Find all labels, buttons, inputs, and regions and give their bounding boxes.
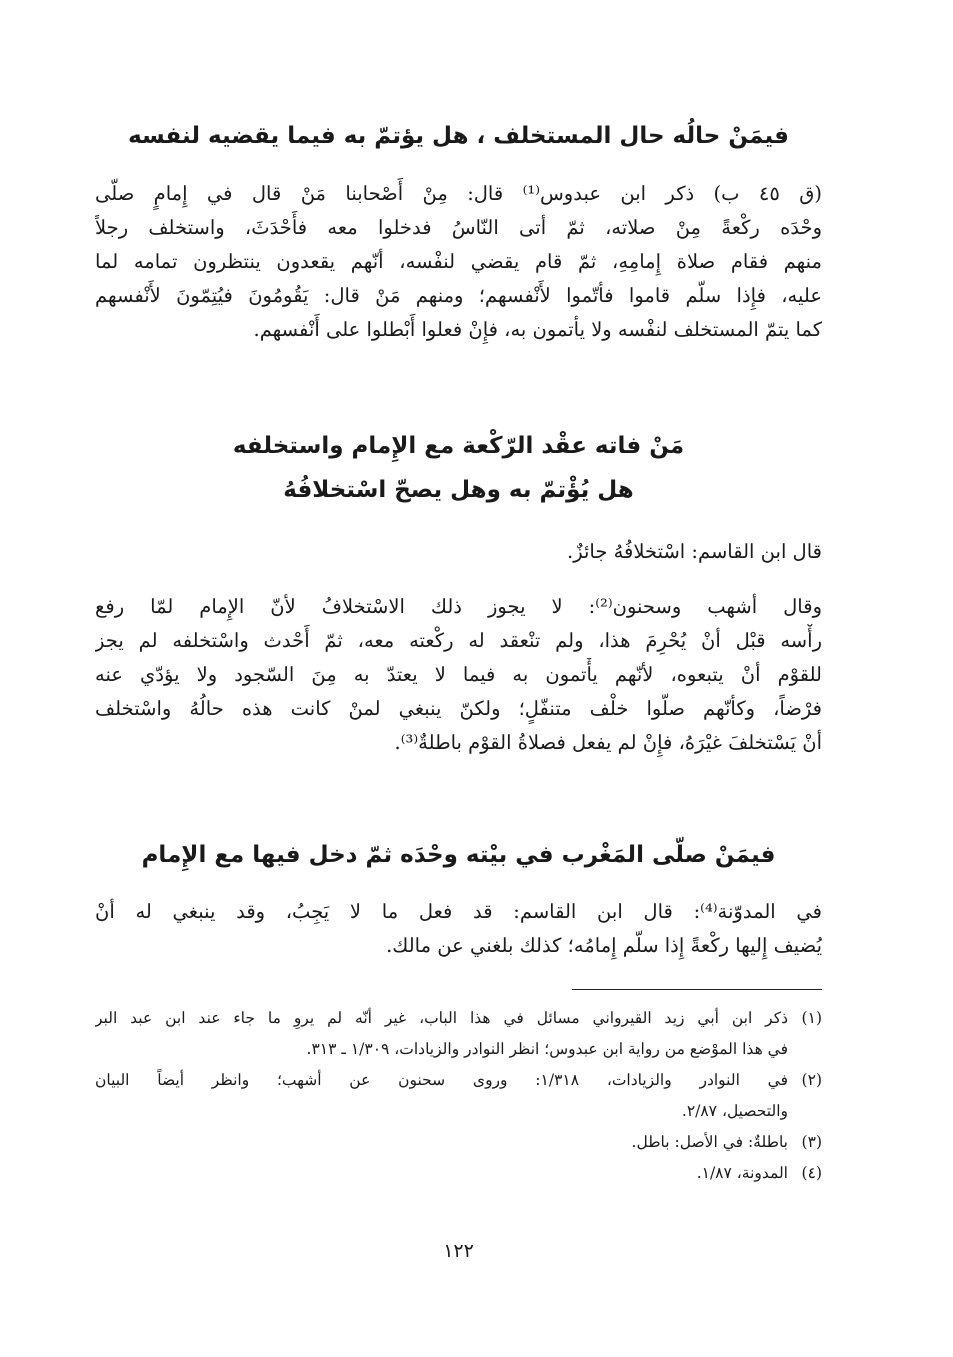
text-line: (ق ٤٥ ب) ذكر ابن عبدوس⁽¹⁾ قال: مِنْ أَصْحابنا مَنْ قال في إِمامٍ صلّى	[95, 182, 822, 205]
section-subheading-missed-rakah: هل يُؤْتمّ به وهل يصحّ اسْتخلافُهُ	[283, 477, 634, 503]
footnote-number: (٣)	[801, 1133, 822, 1151]
text-line: رأْسه قبْل أنْ يُحْرِمَ هذا، ولم تنْعقد له ركْعته معه، ثمّ أَحْدث واسْتخلفه لم يجز	[95, 629, 822, 652]
footnote-2	[95, 1065, 822, 1127]
section-heading-maghrib: فيمَنْ صلّى المَغْرب في بيْته وحْدَه ثمّ دخل فيها مع الإِمام	[141, 842, 776, 868]
footnote-4	[95, 1158, 822, 1189]
footnote-line: والتحصيل، ٢/٨٧.	[681, 1102, 788, 1120]
footnote-line: المدونة، ١/٨٧.	[696, 1164, 788, 1182]
text-line: قال ابن القاسم: اسْتخلافُهُ جائزٌ.	[567, 540, 822, 563]
text-line: منهم فقام صلاة إِمامِهِ، ثمّ قام يقضي لنفْسه، أنّهم يقعدون ينتظرون تمامه لما	[95, 250, 822, 273]
text-line: وحْدَه ركْعةً مِنْ صلاته، ثمّ أتى النّاسُ فدخلوا معه فأَحْدَثَ، واستخلف رجلاً	[95, 216, 822, 239]
footnote-3	[95, 1127, 822, 1158]
footnotes	[95, 1003, 822, 1189]
text-line: كما يتمّ المستخلف لنفْسه ولا يأتمون به، فإِنْ فعلوا أَبْطلوا على أَنْفسهم.	[253, 318, 822, 341]
section-heading-mustakhlif: فيمَنْ حالُه حال المستخلف ، هل يؤتمّ به فيما يقضيه لنفسه	[128, 123, 789, 149]
paragraph-ibn-abdus	[95, 177, 822, 347]
footnote-divider	[572, 989, 822, 990]
text-line: أنْ يَسْتخلفَ غيْرَهُ، فإِنْ لم يفعل فصلاةُ القوْم باطلةٌ⁽³⁾.	[394, 731, 822, 754]
footnote-number: (١)	[801, 1009, 822, 1027]
text-line: يُضيف إِليها ركْعةً إِذا سلّم إِمامُه؛ كذلك بلغني عن مالك.	[386, 934, 822, 957]
text-line: وقال أشهب وسحنون⁽²⁾: لا يجوز ذلك الاسْتخلافُ لأنّ الإِمام لمّا رفع	[95, 595, 822, 618]
paragraph-mudawwana	[95, 895, 822, 963]
section-heading-missed-rakah: مَنْ فاته عقْد الرّكْعة مع الإِمام واستخلفه	[232, 433, 685, 459]
paragraph-ibn-alqasim	[95, 535, 822, 569]
footnote-line: في النوادر والزيادات، ١/٣١٨: وروى سحنون عن أشهب؛ وانظر أيضاً البيان	[95, 1071, 788, 1089]
text-line: في المدوّنة⁽⁴⁾: قال ابن القاسم: قد فعل ما لا يَجِبُ، وقد ينبغي له أنْ	[95, 900, 822, 923]
text-line: فرْضاً، وكأنّهم صلّوا خلْف متنفّلٍ؛ ولكنّ ينبغي لمنْ كانت هذه حالُهُ واسْتخلف	[95, 697, 822, 720]
footnote-number: (٤)	[801, 1164, 822, 1182]
text-line: للقوْم أنْ يتبعوه، لأنّهم يأْتمون به فيما لا يعتدّ به مِنَ السّجود ولا يؤدّي عنه	[95, 663, 822, 686]
footnote-line: في هذا الموْضع من رواية ابن عبدوس؛ انظر النوادر والزيادات، ١/٣٠٩ ـ ٣١٣.	[306, 1040, 788, 1058]
footnote-line: باطلةٌ: في الأصل: باطل.	[631, 1133, 788, 1151]
book-page	[95, 0, 822, 1357]
page-number: ١٢٢	[443, 1240, 474, 1262]
paragraph-ashhab-sahnun	[95, 590, 822, 760]
text-line: عليه، فإِذا سلّم قاموا فأتّموا لأَنْفسهم؛ ومنهم مَنْ قال: يَقُومُونَ فيُتِمّونَ لأَنْفسهم	[95, 284, 822, 307]
footnote-number: (٢)	[801, 1071, 822, 1089]
footnote-1	[95, 1003, 822, 1065]
footnote-line: ذكر ابن أبي زيد القيرواني مسائل في هذا الباب، غير أنّه لم يروِ ما جاء عند ابن عبد البر	[95, 1009, 788, 1027]
